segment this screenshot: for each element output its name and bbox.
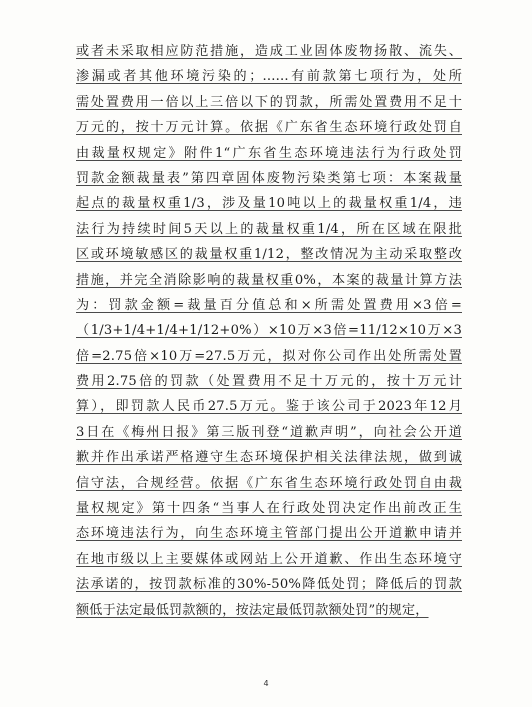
text-line: 或者未采取相应防范措施，造成工业固体废物扬散、流失、 (76, 44, 462, 59)
text-line: 法承诺的，按罚款标准的30%-50%降低处罚；降低后的罚款 (76, 577, 462, 593)
text-line: 3日在《梅州日报》第三版刊登“道歉声明”，向社会公开道 (76, 424, 462, 440)
text-line: 渗漏或者其他环境污染的；......有前款第七项行为，处所 (76, 69, 462, 85)
text-line: 在地市级以上主要媒体或网站上公开道歉、作出生态环境守 (76, 551, 462, 567)
text-line: （1/3+1/4+1/4+1/12+0%）×10万×3倍=11/12×10万×3 (76, 323, 462, 339)
text-line: 信守法，合规经营。依据《广东省生态环境行政处罚自由裁 (76, 475, 462, 491)
text-line: 措施，并完全消除影响的裁量权重0%，本案的裁量计算方法 (76, 272, 462, 288)
text-line: 态环境违法行为，向生态环境主管部门提出公开道歉申请并 (76, 526, 462, 542)
text-line: 算），即罚款人民币27.5万元。鉴于该公司于2023年12月 (76, 399, 462, 415)
text-line: 为：罚款金额=裁量百分值总和×所需处置费用×3倍= (76, 297, 462, 313)
text-line: 罚款金额裁量表”第四章固体废物污染类第七项：本案裁量 (76, 170, 462, 186)
body-text (76, 41, 462, 625)
text-line: 费用2.75倍的罚款（处置费用不足十万元的，按十万元计 (76, 374, 462, 390)
text-line: 需处置费用一倍以上三倍以下的罚款，所需处置费用不足十 (76, 94, 462, 110)
text-line: 区或环境敏感区的裁量权重1/12，整改情况为主动采取整改 (76, 247, 462, 263)
text-line: 量权规定》第十四条“当事人在行政处罚决定作出前改正生 (76, 501, 462, 517)
text-line: 额低于法定最低罚款额的，按法定最低罚款额处罚”的规定， (76, 602, 429, 618)
text-line: 倍=2.75倍×10万=27.5万元，拟对你公司作出处所需处置 (76, 348, 462, 364)
text-line: 歉并作出承诺严格遵守生态环境保护相关法律法规，做到诚 (76, 450, 462, 466)
text-line: 法行为持续时间5天以上的裁量权重1/4，所在区域在限批 (76, 221, 462, 237)
page-number: 4 (263, 679, 269, 688)
text-line: 起点的裁量权重1/3，涉及量10吨以上的裁量权重1/4，违 (76, 196, 462, 212)
text-line: 万元的，按十万元计算。依据《广东省生态环境行政处罚自 (76, 120, 462, 136)
text-line: 由裁量权规定》附件1“广东省生态环境违法行为行政处罚 (76, 145, 462, 161)
